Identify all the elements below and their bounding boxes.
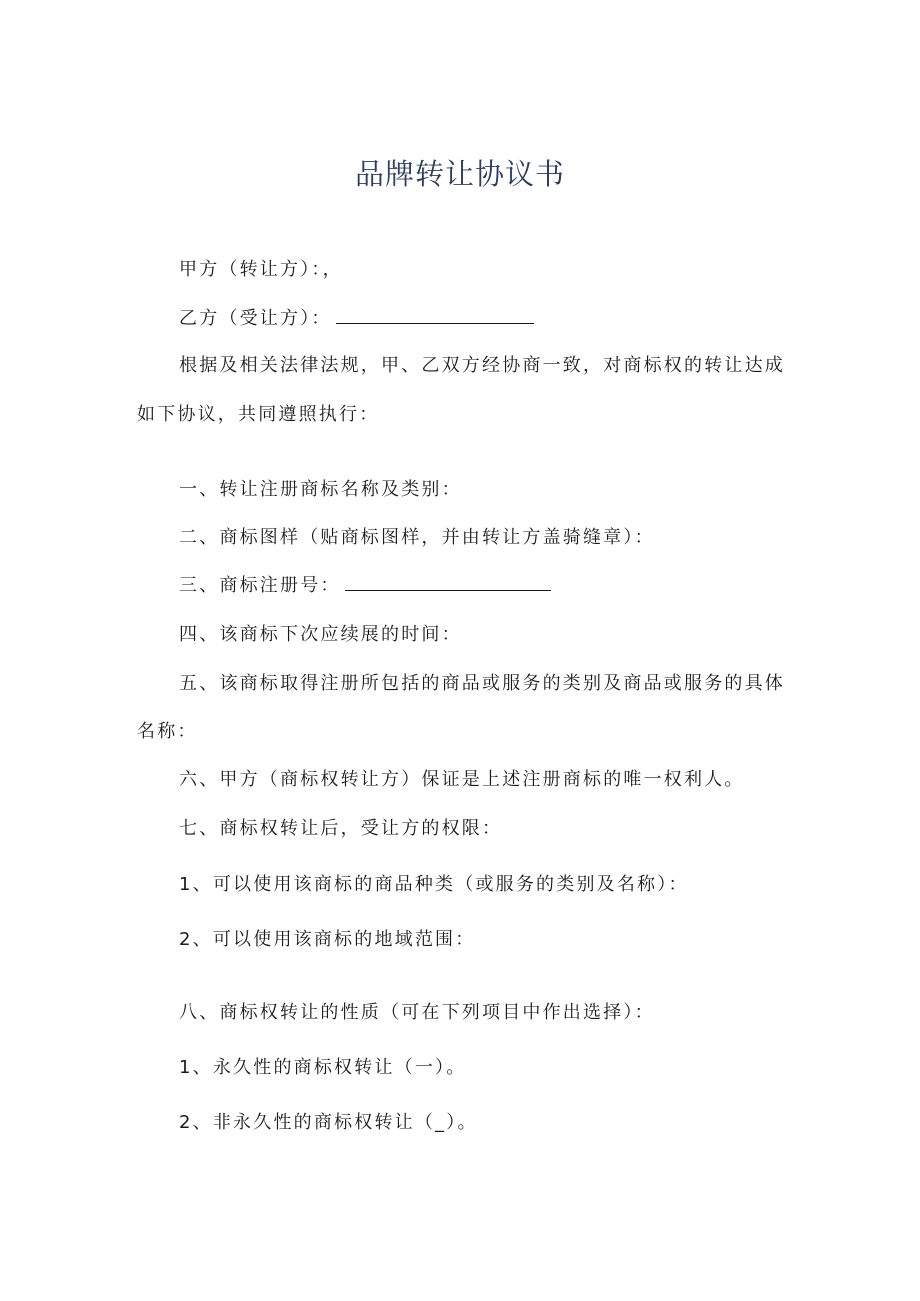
clause-8: 八、商标权转让的性质（可在下列项目中作出选择）： (179, 1002, 655, 1023)
party-a-label: 甲方（转让方）：， (179, 259, 343, 280)
clause-7-sub-1: 1、可以使用该商标的商品种类（或服务的类别及名称）： (179, 874, 689, 895)
clause-8-sub-1: 1、永久性的商标权转让（一）。 (179, 1057, 467, 1078)
clause-6: 六、甲方（商标权转让方）保证是上述注册商标的唯一权利人。 (179, 769, 745, 790)
document-title: 品牌转让协议书 (354, 157, 565, 191)
party-b-line (179, 305, 534, 333)
clause-7: 七、商标权转让后，受让方的权限： (179, 818, 503, 839)
clause-7-sub-2: 2、可以使用该商标的地域范围： (179, 929, 476, 950)
clause-5-line-2: 名称： (137, 721, 198, 742)
clause-2: 二、商标图样（贴商标图样，并由转让方盖骑缝章）： (179, 527, 655, 548)
clause-5-line-1: 五、该商标取得注册所包括的商品或服务的类别及商品或服务的具体 (179, 673, 785, 694)
clause-4: 四、该商标下次应续展的时间： (179, 624, 462, 645)
party-b-label: 乙方（受让方）： (179, 308, 332, 329)
party-a-line (179, 256, 343, 284)
intro-line-2: 如下协议，共同遵照执行： (137, 404, 380, 425)
clause-1: 一、转让注册商标名称及类别： (179, 479, 462, 500)
intro-line-1: 根据及相关法律法规，甲、乙双方经协商一致，对商标权的转让达成 (179, 355, 785, 376)
registration-number-blank (345, 572, 551, 591)
party-b-blank (336, 305, 534, 324)
clause-8-sub-2: 2、非永久性的商标权转让（_）。 (179, 1112, 478, 1133)
clause-3-line (179, 572, 551, 600)
clause-3: 三、商标注册号： (179, 575, 341, 596)
